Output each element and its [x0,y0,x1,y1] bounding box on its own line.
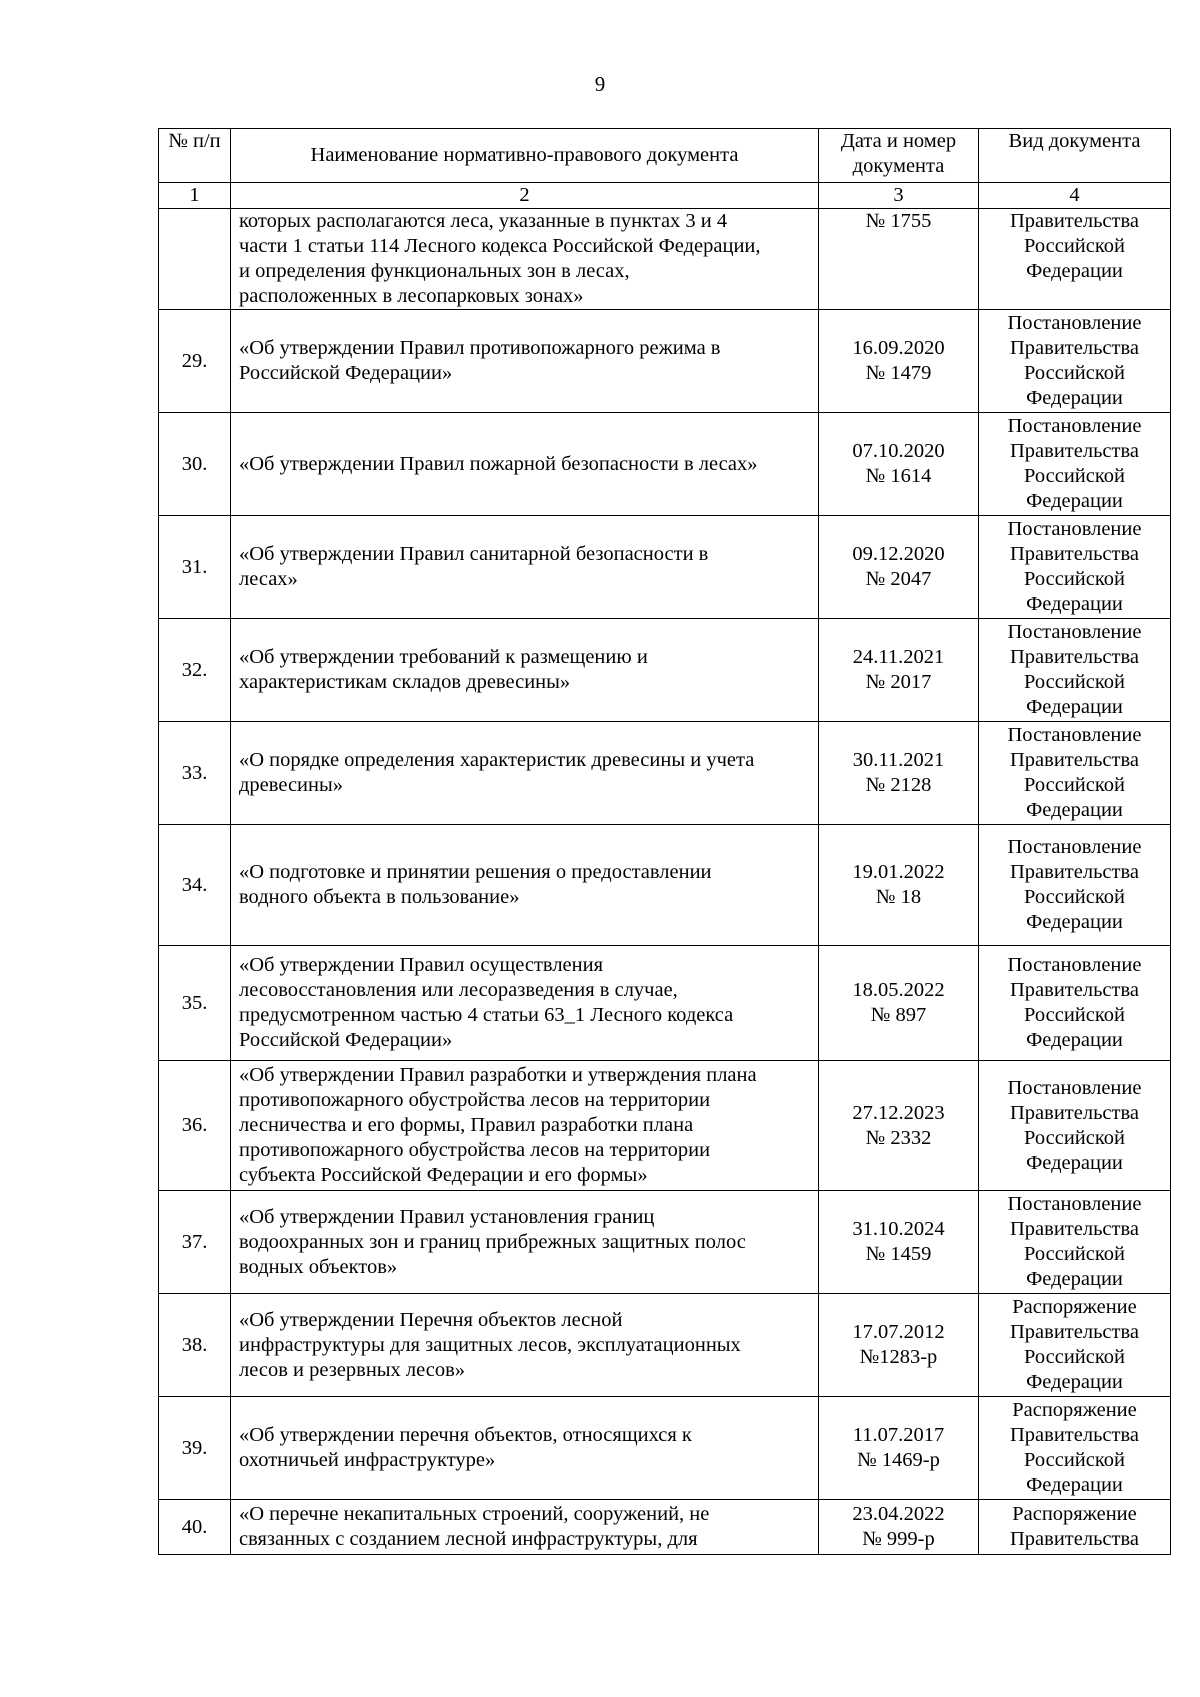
header-date-line: Дата и номер [840,130,957,152]
type-line: Российской [1023,568,1126,590]
continuation-row [159,209,1171,310]
type-line: Постановление [1007,415,1142,437]
row-number: 39. [159,1397,231,1500]
row-number: 31. [159,516,231,619]
document-type [979,946,1171,1061]
document-date: 11.07.2017 [852,1424,945,1446]
type-line: Российской [1023,774,1126,796]
type-line: Постановление [1007,1193,1142,1215]
name-line: противопожарного обустройства лесов на территории [239,1089,711,1111]
table-row [159,310,1171,413]
header-number: № п/п [159,129,231,183]
document-date: 23.04.2022 [852,1503,945,1525]
document-name [231,1397,819,1500]
document-date-number [819,1294,979,1397]
type-line: Федерации [1026,799,1123,821]
document-type [979,413,1171,516]
type-line: Федерации [1026,1371,1123,1393]
table-row [159,516,1171,619]
page-number: 9 [594,72,606,96]
table-row [159,1294,1171,1397]
document-date-number [819,310,979,413]
legal-documents-table [158,128,1171,1555]
name-line: связанных с созданием лесной инфраструктуры, для [239,1528,698,1550]
type-line: Российской [1023,235,1126,257]
document-date-number [819,825,979,946]
document-number: № 2017 [865,671,932,693]
document-date: 27.12.2023 [852,1101,945,1124]
table-row [159,1397,1171,1500]
name-line: «Об утверждении Правил санитарной безопасности в [239,543,709,565]
table-row [159,413,1171,516]
document-date: 31.10.2024 [852,1218,945,1240]
header-date-line: документа [852,155,945,177]
table-row [159,1061,1171,1191]
document-number: № 2128 [865,774,932,796]
document-name [231,1500,819,1555]
column-numbers-row [159,183,1171,209]
name-line: лесах» [239,568,298,590]
type-line: Правительства [1009,979,1139,1001]
row-number: 30. [159,413,231,516]
type-line: Постановление [1007,312,1142,334]
row-number: 37. [159,1191,231,1294]
type-line: Правительства [1009,1218,1139,1240]
document-name [231,619,819,722]
document-name [231,209,819,310]
name-line: «О подготовке и принятии решения о предоставлении [239,861,712,883]
document-type [979,1294,1171,1397]
type-line: Федерации [1026,911,1123,933]
type-line: Российской [1023,886,1126,908]
type-line: Постановление [1007,1076,1142,1099]
type-line: Постановление [1007,621,1142,643]
document-number: № 1755 [865,210,932,232]
name-line: расположенных в лесопарковых зонах» [239,285,584,307]
table-header-row [159,129,1171,183]
document-name [231,413,819,516]
table-row [159,825,1171,946]
document-name [231,310,819,413]
document-type [979,310,1171,413]
name-line: противопожарного обустройства лесов на территории [239,1139,711,1161]
type-line: Распоряжение [1012,1296,1137,1318]
document-type [979,722,1171,825]
document-date: 16.09.2020 [852,337,945,359]
type-line: Российской [1023,1243,1126,1265]
column-number: 4 [979,183,1171,209]
column-number: 1 [159,183,231,209]
document-type [979,825,1171,946]
row-number: 38. [159,1294,231,1397]
document-date: 17.07.2012 [852,1321,945,1343]
type-line: Российской [1023,465,1126,487]
document-date: 30.11.2021 [852,749,945,771]
document-number: № 999-р [862,1528,935,1550]
name-line: лесничества и его формы, Правил разработки плана [239,1114,694,1136]
document-number: № 1479 [865,362,932,384]
name-line: Российской Федерации» [239,1029,453,1051]
name-line: инфраструктуры для защитных лесов, эксплуатационных [239,1333,741,1356]
document-number: № 1459 [865,1243,932,1265]
name-line: части 1 статьи 114 Лесного кодекса Российской Федерации, [239,235,761,257]
type-line: Правительства [1009,1101,1139,1124]
row-number: 35. [159,946,231,1061]
name-line: лесовосстановления или лесоразведения в случае, [239,979,678,1001]
table-row [159,722,1171,825]
row-number: 29. [159,310,231,413]
type-line: Федерации [1026,1474,1123,1496]
name-line: которых располагаются леса, указанные в пунктах 3 и 4 [239,210,728,232]
type-line: Российской [1023,1346,1126,1368]
type-line: Постановление [1007,836,1142,858]
document-type [979,1191,1171,1294]
table-row [159,946,1171,1061]
name-line: предусмотренном частью 4 статьи 63_1 Лесного кодекса [239,1004,734,1026]
type-line: Правительства [1009,543,1139,565]
type-line: Правительства [1009,337,1139,359]
name-line: «Об утверждении Правил противопожарного режима в [239,337,721,359]
name-line: «Об утверждении Правил разработки и утверждения плана [239,1064,757,1086]
type-line: Российской [1023,1449,1126,1471]
column-number: 3 [819,183,979,209]
type-line: Федерации [1026,490,1123,512]
document-name [231,1061,819,1191]
type-line: Российской [1023,1004,1126,1026]
type-line: Правительства [1009,749,1139,771]
name-line: «Об утверждении Перечня объектов лесной [239,1308,623,1331]
document-date: 07.10.2020 [852,440,945,462]
type-line: Правительства [1009,210,1139,232]
name-line: «О перечне некапитальных строений, сооружений, не [239,1503,710,1525]
document-name [231,722,819,825]
type-line: Федерации [1026,1151,1123,1174]
type-line: Российской [1023,362,1126,384]
document-number: № 1469-р [857,1449,940,1471]
type-line: Федерации [1026,387,1123,409]
document-number: №1283-р [859,1346,938,1368]
type-line: Постановление [1007,724,1142,746]
type-line: Правительства [1009,861,1139,883]
type-line: Федерации [1026,1029,1123,1051]
row-number: 34. [159,825,231,946]
name-line: водного объекта в пользование» [239,886,520,908]
document-number: № 18 [875,886,922,908]
document-name [231,1191,819,1294]
name-line: характеристикам складов древесины» [239,671,571,693]
name-line: «Об утверждении требований к размещению и [239,646,648,668]
type-line: Правительства [1009,646,1139,668]
name-line: «Об утверждении Правил установления границ [239,1205,655,1228]
document-date: 18.05.2022 [852,979,945,1001]
document-date-number [819,722,979,825]
document-number: № 2047 [865,568,932,590]
name-line: субъекта Российской Федерации и его формы» [239,1164,648,1186]
name-line: «Об утверждении Правил осуществления [239,954,604,976]
document-type [979,516,1171,619]
name-line: «Об утверждении Правил пожарной безопасности в лесах» [239,452,758,475]
document-date-number [819,1061,979,1191]
document-date: 09.12.2020 [852,543,945,565]
name-line: «Об утверждении перечня объектов, относящихся к [239,1424,692,1446]
name-line: охотничьей инфраструктуре» [239,1449,496,1471]
document-date: 24.11.2021 [852,646,945,668]
document-number: № 2332 [865,1126,932,1149]
type-line: Федерации [1026,593,1123,615]
name-line: древесины» [239,774,344,796]
document-type [979,1500,1171,1555]
document-name [231,946,819,1061]
document-date-number [819,946,979,1061]
document-date-number [819,413,979,516]
document-date-number [819,516,979,619]
name-line: лесов и резервных лесов» [239,1358,466,1381]
row-number: 36. [159,1061,231,1191]
document-date-number [819,1397,979,1500]
document-type [979,619,1171,722]
type-line: Распоряжение [1012,1399,1137,1421]
header-name: Наименование нормативно-правового документа [231,129,819,183]
type-line: Постановление [1007,954,1142,976]
document-name [231,1294,819,1397]
table-row [159,1191,1171,1294]
document-number: № 897 [870,1004,927,1026]
document-date-number [819,619,979,722]
document-type [979,1061,1171,1191]
type-line: Правительства [1009,1528,1139,1550]
row-number: 32. [159,619,231,722]
document-name [231,825,819,946]
row-number: 33. [159,722,231,825]
document-date-number [819,209,979,310]
name-line: Российской Федерации» [239,362,453,384]
name-line: «О порядке определения характеристик древесины и учета [239,749,755,771]
document-number: № 1614 [865,465,932,487]
type-line: Федерации [1026,696,1123,718]
type-line: Правительства [1009,1424,1139,1446]
header-date [819,129,979,183]
name-line: водных объектов» [239,1255,398,1278]
document-date-number [819,1500,979,1555]
table-row [159,619,1171,722]
document-type [979,209,1171,310]
type-line: Распоряжение [1012,1503,1137,1525]
type-line: Федерации [1026,1268,1123,1290]
type-line: Федерации [1026,260,1123,282]
document-name [231,516,819,619]
document-date-number [819,1191,979,1294]
row-number [159,209,231,310]
type-line: Российской [1023,671,1126,693]
document-type [979,1397,1171,1500]
column-number: 2 [231,183,819,209]
type-line: Правительства [1009,1321,1139,1343]
row-number: 40. [159,1500,231,1555]
document-date: 19.01.2022 [852,861,945,883]
table-row [159,1500,1171,1555]
name-line: и определения функциональных зон в лесах, [239,260,630,282]
type-line: Правительства [1009,440,1139,462]
header-type: Вид документа [979,129,1171,183]
type-line: Российской [1023,1126,1126,1149]
name-line: водоохранных зон и границ прибрежных защитных полос [239,1230,746,1253]
type-line: Постановление [1007,518,1142,540]
